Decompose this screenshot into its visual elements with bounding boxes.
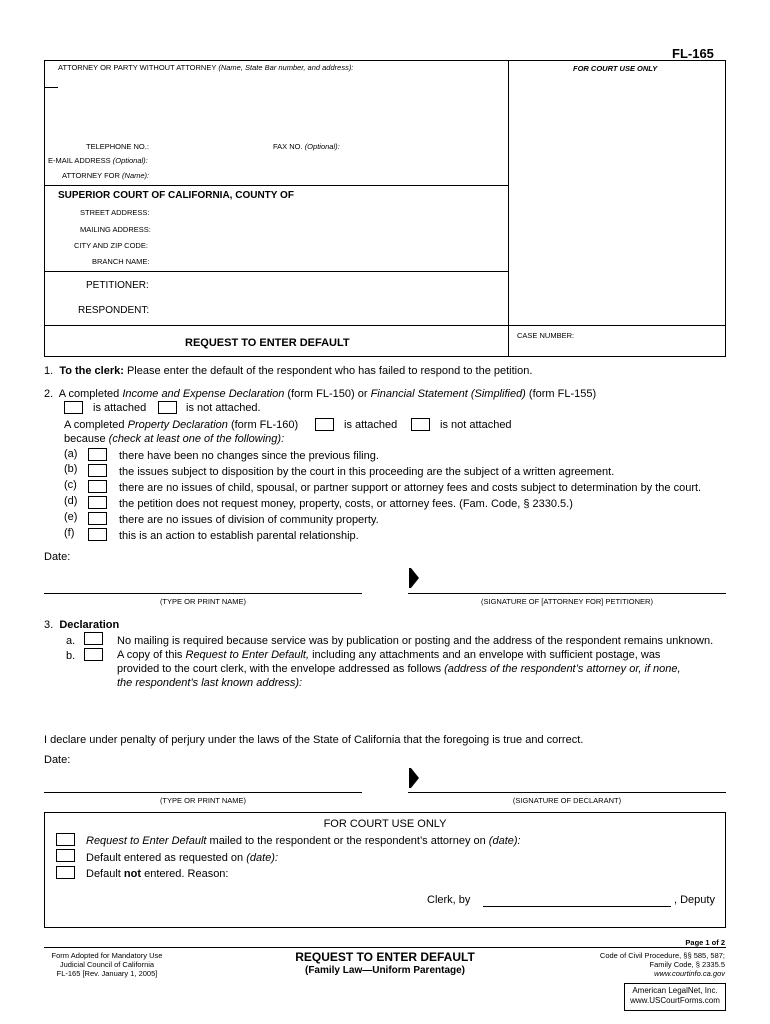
city-zip-label: CITY AND ZIP CODE: bbox=[74, 241, 148, 250]
petitioner-label: PETITIONER: bbox=[86, 280, 149, 291]
footer-subtitle: (Family Law—Uniform Parentage) bbox=[304, 965, 466, 976]
property-declaration-line: A completed Property Declaration (form FL-160) bbox=[64, 419, 299, 431]
item1: 1. To the clerk: Please enter the default of the respondent who has failed to respond to the petition. bbox=[44, 365, 533, 377]
checkbox-reason-c[interactable] bbox=[88, 480, 107, 493]
court-use-title: FOR COURT USE ONLY bbox=[323, 818, 447, 830]
attorney-for-label: ATTORNEY FOR (Name): bbox=[62, 171, 150, 180]
reason-a-text: there have been no changes since the previous filing. bbox=[119, 450, 379, 462]
form-number: FL-165 bbox=[672, 46, 714, 61]
form-adopted-info: Form Adopted for Mandatory Use Judicial Council of California FL-165 [Rev. January 1, 2005] bbox=[51, 951, 163, 978]
fax-label: FAX NO. (Optional): bbox=[273, 142, 340, 151]
reason-c-letter: (c) bbox=[64, 479, 77, 491]
document-title: REQUEST TO ENTER DEFAULT bbox=[185, 337, 350, 349]
checkbox-fl150-attached[interactable] bbox=[64, 401, 83, 414]
checkbox-default-entered[interactable] bbox=[56, 849, 75, 862]
fl150-attached-label: is attached bbox=[93, 402, 147, 414]
checkbox-reason-a[interactable] bbox=[88, 448, 107, 461]
checkbox-default-not-entered[interactable] bbox=[56, 866, 75, 879]
perjury-statement: I declare under penalty of perjury under the laws of the State of California that the foregoing is true and correct. bbox=[44, 734, 584, 746]
checkbox-fl150-not-attached[interactable] bbox=[158, 401, 177, 414]
fl160-not-attached-label: is not attached bbox=[440, 419, 512, 431]
reason-f-text: this is an action to establish parental relationship. bbox=[119, 530, 359, 542]
item3b-line2: provided to the court clerk, with the envelope addressed as follows (address of the respondent’s attorney or, if none, bbox=[117, 663, 681, 675]
attorney-label: ATTORNEY OR PARTY WITHOUT ATTORNEY (Name, State Bar number, and address): bbox=[58, 63, 354, 72]
default-not-entered-text: Default not entered. Reason: bbox=[86, 868, 229, 880]
mailing-address-label: MAILING ADDRESS: bbox=[80, 225, 151, 234]
respondent-label: RESPONDENT: bbox=[78, 305, 150, 316]
because-line: because (check at least one of the following): bbox=[64, 433, 285, 445]
clerk-label: Clerk, by bbox=[427, 894, 471, 906]
checkbox-reason-e[interactable] bbox=[88, 512, 107, 525]
default-entered-text: Default entered as requested on (date): bbox=[86, 852, 279, 864]
brand-text: American LegalNet, Inc. www.USCourtForms.com bbox=[630, 986, 720, 1005]
fl160-attached-label: is attached bbox=[344, 419, 398, 431]
type-name-field-1[interactable] bbox=[44, 593, 362, 594]
attorney-name-field[interactable] bbox=[44, 87, 58, 88]
signature-caption-2: (SIGNATURE OF DECLARANT) bbox=[512, 796, 622, 805]
type-name-caption-2: (TYPE OR PRINT NAME) bbox=[159, 796, 247, 805]
item3b-line1: A copy of this Request to Enter Default, including any attachments and an envelope with sufficient postage, was bbox=[117, 649, 661, 661]
reason-a-letter: (a) bbox=[64, 448, 78, 460]
reason-f-letter: (f) bbox=[64, 527, 75, 539]
item3b-line3: the respondent’s last known address): bbox=[117, 677, 303, 689]
code-references: Code of Civil Procedure, §§ 585, 587; Family Code, § 2335.5 www.courtinfo.ca.gov bbox=[599, 951, 725, 978]
type-name-caption-1: (TYPE OR PRINT NAME) bbox=[159, 597, 247, 606]
case-number-label: CASE NUMBER: bbox=[517, 331, 575, 340]
item3a-text: No mailing is required because service was by publication or posting and the address of the respondent remains unknown. bbox=[117, 635, 714, 647]
reason-d-letter: (d) bbox=[64, 495, 78, 507]
signature-caption-1: (SIGNATURE OF [ATTORNEY FOR] PETITIONER) bbox=[481, 597, 653, 606]
reason-e-text: there are no issues of division of community property. bbox=[119, 514, 379, 526]
item3-title: 3. Declaration bbox=[44, 619, 120, 631]
court-title: SUPERIOR COURT OF CALIFORNIA, COUNTY OF bbox=[58, 190, 294, 201]
checkbox-3b[interactable] bbox=[84, 648, 103, 661]
date-label-1: Date: bbox=[44, 551, 71, 563]
sign-arrow-head-icon-2 bbox=[411, 768, 419, 788]
signature-field-1[interactable] bbox=[408, 593, 726, 594]
reason-e-letter: (e) bbox=[64, 511, 78, 523]
item3a-letter: a. bbox=[66, 635, 76, 647]
item3b-letter: b. bbox=[66, 650, 76, 662]
page-number: Page 1 of 2 bbox=[685, 938, 725, 947]
branch-name-label: BRANCH NAME: bbox=[92, 257, 150, 266]
checkbox-reason-b[interactable] bbox=[88, 464, 107, 477]
deputy-label: , Deputy bbox=[674, 894, 715, 906]
checkbox-reason-d[interactable] bbox=[88, 496, 107, 509]
type-name-field-2[interactable] bbox=[44, 792, 362, 793]
checkbox-reason-f[interactable] bbox=[88, 528, 107, 541]
clerk-field[interactable] bbox=[483, 906, 671, 907]
reason-b-letter: (b) bbox=[64, 463, 78, 475]
fl150-not-attached-label: is not attached. bbox=[186, 402, 261, 414]
sign-arrow-head-icon bbox=[411, 568, 419, 588]
footer-title: REQUEST TO ENTER DEFAULT bbox=[295, 950, 475, 964]
checkbox-fl160-attached[interactable] bbox=[315, 418, 334, 431]
checkbox-fl160-not-attached[interactable] bbox=[411, 418, 430, 431]
reason-d-text: the petition does not request money, property, costs, or attorney fees. (Fam. Code, § 2330.5.) bbox=[119, 498, 573, 510]
reason-c-text: there are no issues of child, spousal, or partner support or attorney fees and costs subject to determination by the court. bbox=[119, 482, 702, 494]
checkbox-court-mailed[interactable] bbox=[56, 833, 75, 846]
item2-line1: 2. A completed Income and Expense Declaration (form FL-150) or Financial Statement (Simplified) (form FL-155) bbox=[44, 388, 597, 400]
street-address-label: STREET ADDRESS: bbox=[80, 208, 150, 217]
court-use-only-label: FOR COURT USE ONLY bbox=[573, 64, 658, 73]
email-label: E-MAIL ADDRESS (Optional): bbox=[48, 156, 148, 165]
telephone-label: TELEPHONE NO.: bbox=[86, 142, 149, 151]
date-label-2: Date: bbox=[44, 754, 71, 766]
court-mailed-text: Request to Enter Default mailed to the respondent or the respondent’s attorney on (date): bbox=[86, 835, 521, 847]
checkbox-3a[interactable] bbox=[84, 632, 103, 645]
reason-b-text: the issues subject to disposition by the court in this proceeding are the subject of a written agreement. bbox=[119, 466, 615, 478]
signature-field-2[interactable] bbox=[408, 792, 726, 793]
